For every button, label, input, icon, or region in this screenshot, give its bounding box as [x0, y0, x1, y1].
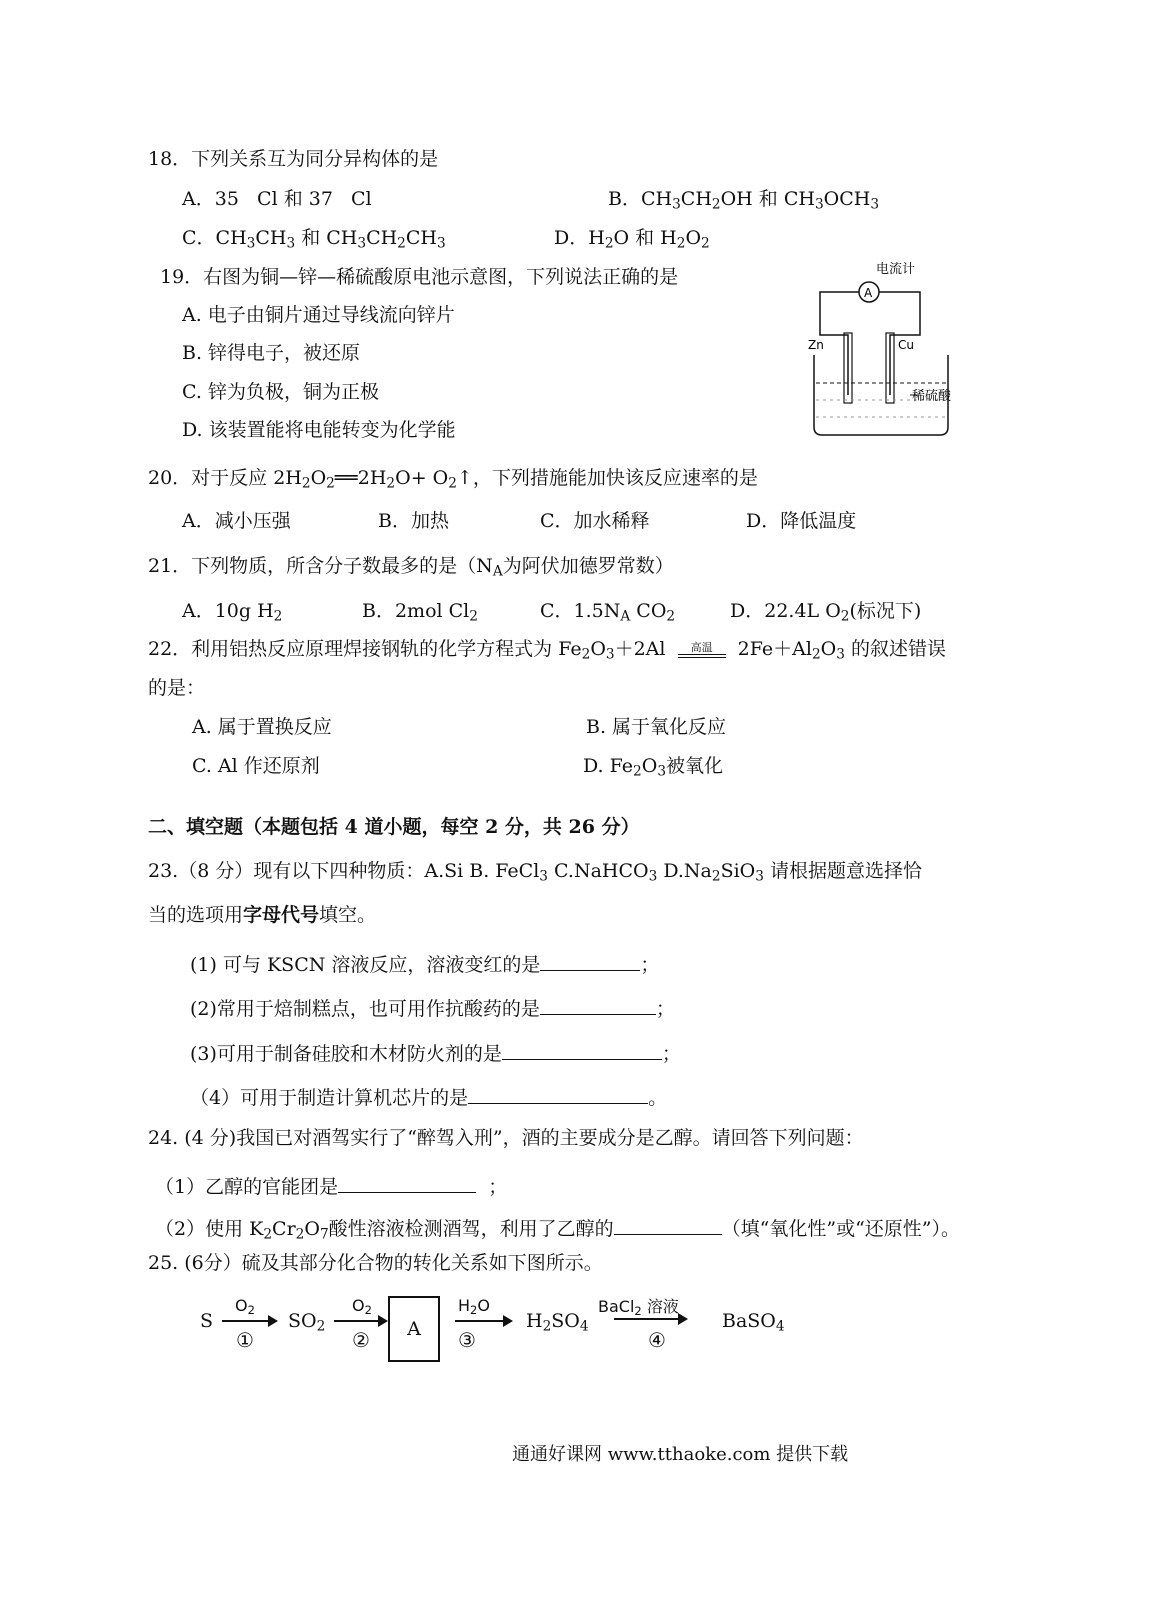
flow-h2o-label: $H_2O$	[458, 1296, 490, 1317]
q23-item-4: （4）可用于制造计算机芯片的是 。	[190, 1083, 667, 1110]
acid-label: 稀硫酸	[912, 389, 952, 404]
q19-stem: 19．右图为铜—锌—稀硫酸原电池示意图，下列说法正确的是	[160, 266, 679, 288]
q24-item-1: （1）乙醇的官能团是 ；	[155, 1172, 507, 1199]
q18-option-d: D．$H_2O$ 和 $H_2O_2$	[554, 227, 710, 252]
galvanic-cell-diagram	[800, 255, 980, 445]
q22-option-d: D. $Fe_2O_3$被氧化	[583, 755, 724, 780]
zn-label: Zn	[808, 338, 824, 352]
q22-option-c: C. Al 作还原剂	[192, 755, 320, 777]
answer-blank[interactable]	[468, 1083, 648, 1104]
step-1: ①	[236, 1328, 254, 1352]
q19-option-d: D. 该装置能将电能转变为化学能	[182, 419, 456, 441]
q20-option-d: D．降低温度	[746, 510, 857, 532]
flow-o2-label-2: $O_2$	[352, 1296, 372, 1317]
ammeter-label: 电流计	[876, 262, 916, 277]
answer-blank[interactable]	[338, 1172, 476, 1193]
step-2: ②	[352, 1328, 370, 1352]
arrow-2	[334, 1320, 386, 1322]
ammeter-symbol: A	[864, 286, 873, 300]
q22-option-a: A. 属于置换反应	[192, 716, 332, 738]
unknown-substance-box: A	[388, 1296, 440, 1362]
q22-option-b: B. 属于氧化反应	[586, 716, 727, 738]
q23-item-2: (2)常用于焙制糕点，也可用作抗酸药的是 ；	[190, 994, 675, 1021]
q21-stem: 21．下列物质，所含分子数最多的是（$N_A$为阿伏加德罗常数）	[148, 555, 674, 580]
q22-stem: 22．利用铝热反应原理焊接钢轨的化学方程式为 $Fe_2O_3+2Al$ 高温 $2Fe+Al_2O_3$ 的叙述错误	[148, 638, 946, 663]
q18-option-c: C．$CH_3CH_3$ 和 $CH_3CH_2CH_3$	[182, 227, 446, 252]
q20-option-c: C．加水稀释	[540, 510, 650, 532]
q21-option-c: C．$1.5N_A$ $CO_2$	[540, 600, 676, 625]
q20-option-a: A．减小压强	[182, 510, 291, 532]
q25-stem: 25. (6分）硫及其部分化合物的转化关系如下图所示。	[148, 1252, 603, 1274]
section-title: 二、填空题（本题包括 4 道小题，每空 2 分，共 26 分）	[148, 816, 640, 838]
sulfur-conversion-flow	[0, 1288, 1163, 1368]
step-4: ④	[648, 1328, 666, 1352]
answer-blank[interactable]	[540, 950, 640, 971]
wire-left	[820, 292, 859, 395]
q23-stem: 23.（8 分）现有以下四种物质：A.Si B. FeCl$_3$ C.NaHCO$_3$ $D.Na_2SiO_3$ 请根据题意选择恰	[148, 860, 922, 885]
step-3: ③	[458, 1328, 476, 1352]
footer-text: 通通好课网 www.tthaoke.com 提供下载	[512, 1444, 849, 1465]
q21-option-b: B．2mol $Cl_2$	[362, 600, 478, 625]
q24-stem: 24. (4 分)我国已对酒驾实行了“醉驾入刑”，酒的主要成分是乙醇。请回答下列问题：	[148, 1127, 864, 1149]
q23-stem-line2: 当的选项用字母代号填空。	[148, 904, 377, 926]
flow-s: S	[200, 1310, 214, 1332]
q20-option-b: B．加热	[378, 510, 449, 532]
reaction-condition: 高温	[678, 642, 726, 658]
q20-stem: 20．对于反应 $2H_2O_2══2H_2O+$ $O_2↑$，下列措施能加快该反应速率的是	[148, 467, 758, 492]
flow-h2so4: $H_2SO_4$	[526, 1310, 589, 1335]
answer-blank[interactable]	[540, 994, 656, 1015]
flow-bacl2-label: BaCl$_2$ 溶液	[598, 1297, 679, 1318]
q19-option-c: C. 锌为负极，铜为正极	[182, 381, 379, 403]
flow-so2: $SO_2$	[288, 1310, 326, 1335]
q19-option-a: A. 电子由铜片通过导线流向锌片	[182, 304, 455, 326]
arrow-3	[455, 1320, 511, 1322]
flow-baso4: BaSO$_4$	[722, 1310, 785, 1335]
flow-o2-label-1: $O_2$	[235, 1296, 255, 1317]
q22-stem-line2: 的是：	[148, 677, 206, 699]
answer-blank[interactable]	[614, 1214, 722, 1235]
q21-option-d: D．22.4L $O_2$(标况下)	[730, 600, 922, 625]
q19-option-b: B. 锌得电子，被还原	[182, 342, 361, 364]
arrow-4	[614, 1318, 686, 1320]
q21-option-a: A．10g $H_2$	[182, 600, 283, 625]
q18-option-b: B．$CH_3CH_2OH$ 和 $CH_3OCH_3$	[608, 188, 880, 213]
cu-label: Cu	[898, 338, 914, 352]
q18-stem: 18．下列关系互为同分异构体的是	[148, 148, 439, 170]
q18-option-a: A．35 Cl 和 37 Cl	[182, 188, 372, 210]
arrow-1	[222, 1320, 276, 1322]
q23-item-1: (1) 可与 KSCN 溶液反应，溶液变红的是 ；	[190, 950, 659, 977]
answer-blank[interactable]	[502, 1039, 662, 1060]
q24-item-2: （2）使用 $K_2Cr_2O_7$酸性溶液检测酒驾，利用了乙醇的 （填“氧化性”或“还原性”）。	[155, 1214, 960, 1241]
q23-item-3: (3)可用于制备硅胶和木材防火剂的是 ；	[190, 1039, 681, 1066]
